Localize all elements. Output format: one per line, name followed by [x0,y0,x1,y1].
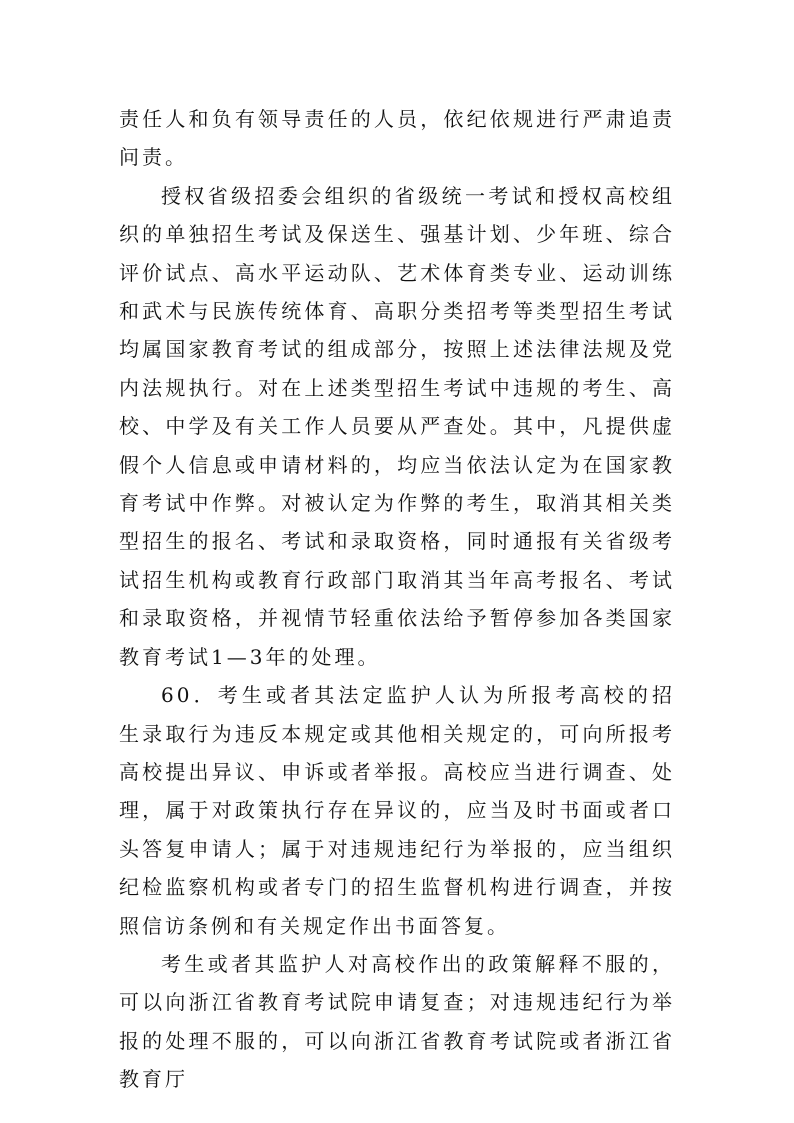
paragraph: 责任人和负有领导责任的人员，依纪依规进行严肃追责问责。 [119,107,675,170]
paragraph: 授权省级招委会组织的省级统一考试和授权高校组织的单独招生考试及保送生、强基计划、少年班、综合评价试点、高水平运动队、艺术体育类专业、运动训练和武术与民族传统体育、高职分类招考等类型招生考试均属国家教育考试的组成部分，按照上述法律法规及党内法规执行。对在上述类型招生考试中违规的考生、高校、中学及有关工作人员要从严查处。其中，凡提供虚假个人信息或申请材料的，均应当依法认定为在国家教育考试中作弊。对被认定为作弊的考生，取消其相关类型招生的报名、考试和录取资格，同时通报有关省级考试招生机构或教育行政部门取消其当年高考报名、考试和录取资格，并视情节轻重依法给予暂停参加各类国家教育考试1—3年的处理。 [119,183,675,669]
document-body [119,100,675,1099]
paragraph: 60．考生或者其法定监护人认为所报考高校的招生录取行为违反本规定或其他相关规定的，可向所报考高校提出异议、申诉或者举报。高校应当进行调查、处理，属于对政策执行存在异议的，应当及时书面或者口头答复申请人；属于对违规违纪行为举报的，应当组织纪检监察机构或者专门的招生监督机构进行调查，并按照信访条例和有关规定作出书面答复。 [119,683,675,938]
paragraph: 考生或者其监护人对高校作出的政策解释不服的，可以向浙江省教育考试院申请复查；对违规违纪行为举报的处理不服的，可以向浙江省教育考试院或者浙江省教育厅 [119,951,675,1092]
